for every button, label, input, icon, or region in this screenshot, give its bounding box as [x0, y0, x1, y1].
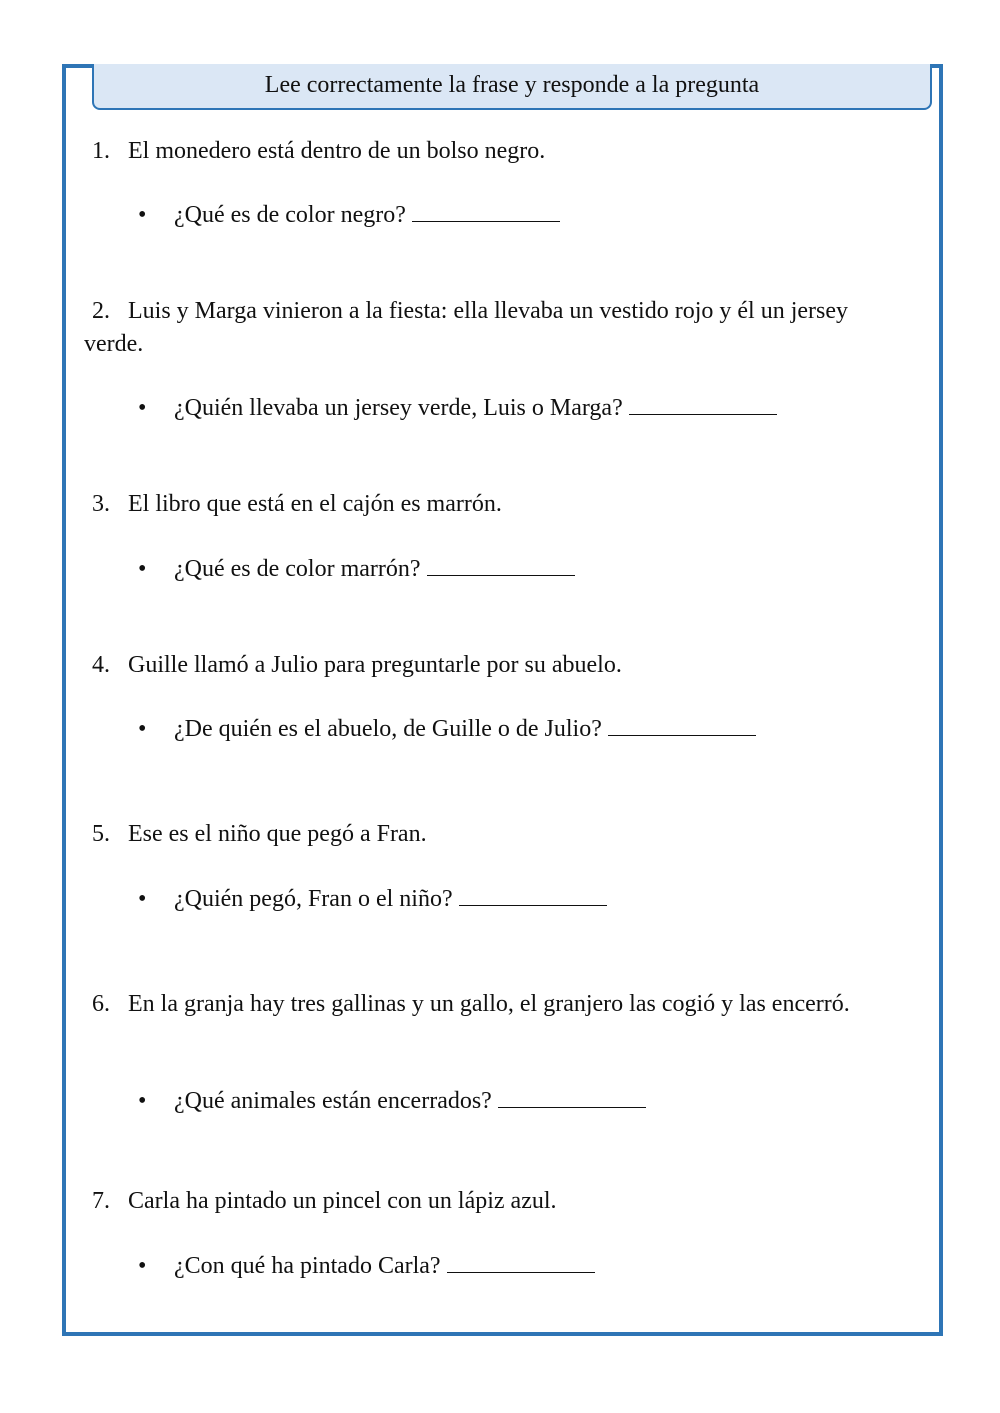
item-number: 7.	[92, 1188, 110, 1214]
sentence-item	[84, 135, 884, 168]
question-item	[138, 392, 777, 425]
question-text: ¿Qué es de color negro?	[174, 202, 406, 228]
sentence-text: Guille llamó a Julio para preguntarle por su abuelo.	[128, 652, 622, 678]
bullet-icon: •	[138, 716, 147, 742]
bullet-icon: •	[138, 556, 147, 582]
answer-blank[interactable]	[459, 883, 607, 906]
sentence-item	[84, 1185, 884, 1218]
question-item	[138, 1085, 646, 1118]
answer-blank[interactable]	[629, 392, 777, 415]
sentence-text: En la granja hay tres gallinas y un gallo, el granjero las cogió y las encerró.	[128, 991, 850, 1017]
question-item	[138, 199, 560, 232]
bullet-icon: •	[138, 395, 147, 421]
answer-blank[interactable]	[447, 1250, 595, 1273]
sentence-item	[84, 818, 884, 851]
sentence-item	[84, 295, 884, 361]
answer-blank[interactable]	[427, 553, 575, 576]
item-number: 6.	[92, 991, 110, 1017]
sentence-text: El libro que está en el cajón es marrón.	[128, 491, 502, 517]
sentence-text: Luis y Marga vinieron a la fiesta: ella llevaba un vestido rojo y él un jersey verde.	[84, 298, 849, 357]
question-text: ¿Qué animales están encerrados?	[174, 1088, 492, 1114]
item-number: 2.	[92, 298, 110, 324]
worksheet-title: Lee correctamente la frase y responde a la pregunta	[92, 64, 932, 110]
bullet-icon: •	[138, 1253, 147, 1279]
question-text: ¿Quién llevaba un jersey verde, Luis o Marga?	[174, 395, 623, 421]
question-item	[138, 883, 607, 916]
answer-blank[interactable]	[412, 199, 560, 222]
sentence-text: Ese es el niño que pegó a Fran.	[128, 821, 427, 847]
item-number: 1.	[92, 138, 110, 164]
answer-blank[interactable]	[498, 1085, 646, 1108]
sentence-text: El monedero está dentro de un bolso negro.	[128, 138, 546, 164]
bullet-icon: •	[138, 202, 147, 228]
question-item	[138, 713, 756, 746]
sentence-item	[84, 988, 884, 1021]
sentence-item	[84, 488, 884, 521]
question-text: ¿Quién pegó, Fran o el niño?	[174, 886, 453, 912]
question-item	[138, 553, 575, 586]
question-text: ¿Qué es de color marrón?	[174, 556, 421, 582]
item-number: 5.	[92, 821, 110, 847]
question-text: ¿De quién es el abuelo, de Guille o de Julio?	[174, 716, 602, 742]
bullet-icon: •	[138, 1088, 147, 1114]
item-number: 3.	[92, 491, 110, 517]
question-item	[138, 1250, 595, 1283]
sentence-item	[84, 649, 884, 682]
item-number: 4.	[92, 652, 110, 678]
worksheet-frame	[62, 64, 943, 1336]
sentence-text: Carla ha pintado un pincel con un lápiz azul.	[128, 1188, 557, 1214]
answer-blank[interactable]	[608, 713, 756, 736]
bullet-icon: •	[138, 886, 147, 912]
question-text: ¿Con qué ha pintado Carla?	[174, 1253, 441, 1279]
